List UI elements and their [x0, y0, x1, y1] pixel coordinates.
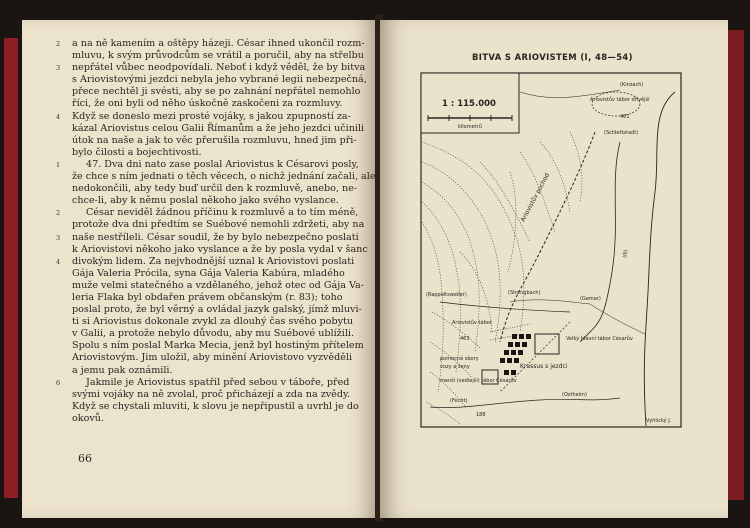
text-line — [72, 352, 354, 364]
text-line — [72, 183, 358, 195]
line-text: chce-li, aby k němu poslal někoho jako svého vyslance. — [72, 195, 339, 207]
line-text: nedokončili, aby tedy buď určil den k rozmluvě, anebo, ne- — [72, 183, 358, 195]
ariovistus-old-camp — [592, 92, 640, 116]
margin-number: 2 — [56, 40, 61, 48]
line-text: mluvu, k svým průvodcům se vrátil a poručil, aby na střelbu — [72, 50, 364, 62]
left-page-text — [56, 38, 376, 425]
text-line — [56, 376, 354, 389]
line-text: přece nechtěl ji svésti, aby se po zahnání nepřátel nemohlo — [72, 86, 361, 98]
text-line — [72, 147, 354, 159]
line-text: svými vojáky na ně zvolal, proč přicházejí a zda na zvědy. — [72, 388, 351, 400]
svg-text:Ariovistův tábor: Ariovistův tábor — [452, 320, 492, 326]
text-line — [56, 62, 366, 74]
svg-text:(Gemar): (Gemar) — [580, 296, 601, 302]
text-line — [72, 134, 357, 147]
text-line — [72, 122, 365, 135]
line-text: říci, že oni byli od něho úskočně zaskočeni za rozmluvy. — [72, 98, 343, 110]
line-text: útok na naše a jak to věc přerušila rozmluvu, hned jim při- — [72, 134, 357, 146]
scale-unit: kilometrů — [458, 124, 482, 130]
map-title: BITVA S ARIOVISTEM (I, 48—54) — [472, 52, 633, 62]
line-text: s Ariovistovými jezdci nebyla jeho vybrané legii nebezpečná, — [72, 74, 367, 86]
book-edge-right — [728, 30, 744, 500]
text-line — [72, 171, 376, 183]
text-line — [56, 158, 359, 171]
text-line — [72, 389, 354, 401]
line-text: okovů. — [72, 412, 105, 424]
line-text: kázal Ariovistus celou Galii Římanům a že jeho jezdci učinili — [72, 122, 365, 134]
line-text: nepřátel vůbec neodpovídali. Neboť i když věděl, že by bitva — [72, 62, 366, 74]
text-line — [72, 219, 365, 231]
ariovistus-march — [500, 132, 595, 342]
river-ill — [580, 142, 620, 342]
margin-number: 4 — [56, 112, 61, 121]
svg-text:Krassus s jezdci: Krassus s jezdci — [520, 363, 568, 370]
text-line — [56, 231, 359, 244]
text-line — [56, 255, 355, 268]
text-line — [56, 207, 359, 219]
text-line — [72, 195, 354, 207]
line-text: bylo čilosti a bojechtivosti. — [72, 146, 202, 158]
margin-number: 1 — [56, 160, 61, 169]
line-text: César neviděl žádnou příčinu k rozmluvě a to tím méně, — [86, 207, 359, 219]
line-text: Ariovistovým. Jim uložil, aby minění Ariovistovo vyzvěděli — [72, 352, 353, 364]
line-text: divokým lidem. Za nejvhodnější uznal k Ariovistovi poslati — [72, 255, 355, 267]
line-text: Když se chystali mluviti, k slovu je nepřipustil a uvrhl je do — [72, 400, 359, 412]
svg-text:188: 188 — [476, 412, 486, 418]
line-text: a na ně kamením a oštěpy házeji. César ihned ukončil rozm- — [72, 38, 365, 49]
svg-text:Ariovistův pochod: Ariovistův pochod — [519, 172, 552, 223]
line-text: Jakmile je Ariovistus spatřil před sebou v táboře, před — [86, 376, 350, 388]
svg-text:(Rappoltsweiler): (Rappoltsweiler) — [426, 292, 467, 298]
line-text: 47. Dva dni nato zase poslal Ariovistus k Césarovi posly, — [86, 158, 359, 170]
battle-map-svg — [420, 72, 682, 428]
line-text: poslal proto, že byl věrný a ovládal jazyk galský, jímž mluvi- — [72, 304, 362, 316]
text-line — [72, 304, 362, 316]
line-text: k Ariovistovi někoho jako vyslance a že by posla vydal v šanc — [72, 243, 368, 255]
line-text: v Galii, a protože nebylo důvodu, aby mu Suébové ublížili. — [72, 328, 355, 340]
text-line — [72, 50, 364, 62]
svg-text:(Kinzach): (Kinzach) — [620, 82, 644, 88]
battle-map — [420, 72, 682, 428]
river-strengbach — [440, 302, 570, 312]
svg-text:pomocné sbory: pomocné sbory — [440, 356, 479, 362]
line-text: Spolu s ním poslal Marka Mecia, jenž byl hostiným přítelem — [72, 340, 364, 352]
text-line — [72, 328, 354, 340]
svg-text:(Ill): (Ill) — [622, 249, 630, 259]
line-text: Když se doneslo mezi prosté vojáky, s jakou zpupností za- — [72, 110, 351, 122]
margin-number: 6 — [56, 378, 61, 387]
line-text: muže velmi statečného a vzdělaného, jehož otec od Gája Va- — [72, 279, 365, 291]
line-text: ti si Ariovistus dokonale zvykl za dlouhý čas svého pobytu — [72, 316, 354, 328]
svg-text:Vyhlický J.: Vyhlický J. — [646, 418, 672, 424]
svg-text:(Ostheim): (Ostheim) — [562, 392, 587, 398]
line-text: leria Flaka byl obdařen právem občanským (r. 83); toho — [72, 291, 343, 303]
margin-number: 4 — [56, 257, 61, 266]
text-line — [72, 279, 365, 292]
text-line — [72, 365, 354, 377]
line-text: a jemu pak oznámili. — [72, 364, 173, 376]
svg-text:menší (vedlejší) tábor Césarův: menší (vedlejší) tábor Césarův — [440, 378, 517, 384]
text-line — [72, 243, 368, 256]
margin-number: 3 — [56, 64, 61, 73]
text-line — [56, 38, 365, 50]
line-text: protože dva dni předtím se Suébové nemohli zdržeti, aby na — [72, 219, 365, 231]
river-rhine — [644, 92, 675, 426]
line-text: naše nestříleli. César soudil, že by bylo nebezpečno poslati — [72, 231, 359, 243]
text-line — [72, 316, 354, 328]
book-edge-left — [4, 38, 18, 498]
text-line — [72, 74, 367, 86]
map-scale: 1 : 115.000 — [442, 99, 496, 109]
text-line — [72, 340, 364, 352]
svg-text:481: 481 — [620, 114, 630, 120]
svg-text:(Strengbach): (Strengbach) — [508, 290, 541, 296]
svg-text:(Schlettstadt): (Schlettstadt) — [604, 130, 639, 136]
line-text: že chce s ním jednati o těch věcech, o nichž jednání začali, ale — [72, 171, 376, 183]
text-line — [72, 98, 354, 110]
margin-number: 3 — [56, 233, 61, 242]
svg-text:(Fecht): (Fecht) — [450, 398, 468, 404]
svg-text:463: 463 — [460, 336, 470, 342]
text-line — [72, 268, 354, 280]
text-line — [56, 110, 354, 123]
svg-text:vozy a ženy: vozy a ženy — [440, 364, 470, 370]
page-number: 66 — [78, 452, 92, 465]
margin-number: 2 — [56, 209, 61, 218]
text-line — [72, 292, 354, 304]
label-old-camp: Ariovistův tábor dřívější — [590, 97, 650, 103]
text-line — [72, 400, 359, 413]
svg-text:Velký hlavní tábor Césarův: Velký hlavní tábor Césarův — [566, 336, 633, 342]
text-line — [72, 86, 361, 98]
line-text: Gája Valeria Prócila, syna Gája Valeria Kabúra, mladého — [72, 267, 345, 279]
text-line — [72, 413, 354, 425]
